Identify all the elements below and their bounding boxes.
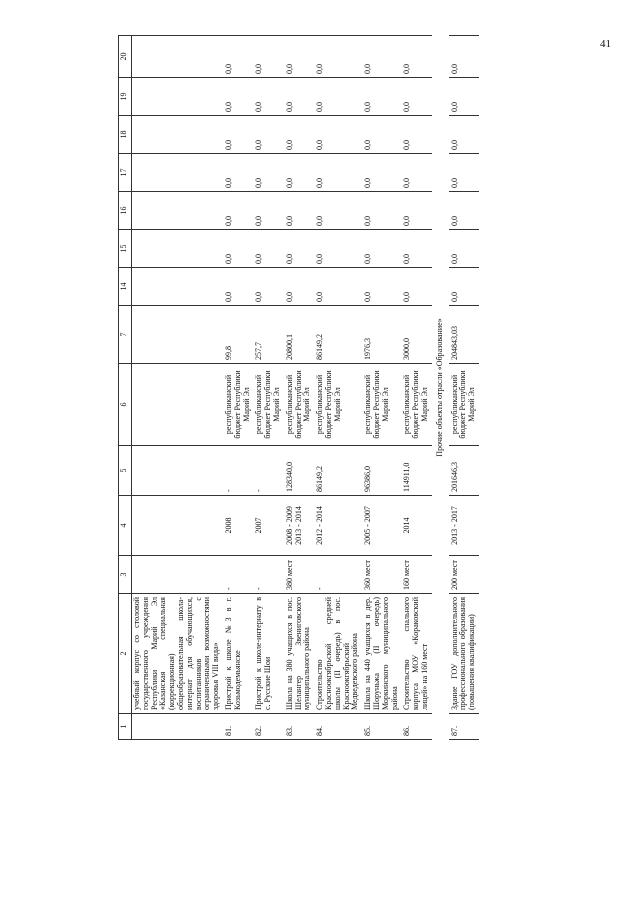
table-row: [284, 36, 314, 740]
cell-c16: 0,0: [314, 192, 362, 230]
cell-c2: Школа на 440 учащихся в дер. Шоруньжа (II очередь) Моркинского муниципального района: [362, 594, 401, 714]
rotated-page-content: [118, 36, 640, 740]
cell-c2: Пристрой к школе-интернату в с. Русские Шои: [253, 594, 283, 714]
cell-c14: 0,0: [401, 268, 431, 306]
cell-c4: 2014: [401, 496, 431, 556]
column-header-2: 2: [119, 594, 132, 714]
cell-c18: 0,0: [223, 116, 253, 154]
cell-c1: 86.: [401, 714, 431, 740]
cell-c2: Школа на 380 учащихся в пос. Шелангер Звениговского муниципального района: [284, 594, 314, 714]
cell-c17: 0,0: [314, 154, 362, 192]
cell-c19: 0,0: [449, 78, 479, 116]
column-header-1: 1: [119, 714, 132, 740]
cell-c7: 20800,1: [284, 306, 314, 364]
cell-c5: [132, 446, 223, 496]
cell-c16: 0,0: [284, 192, 314, 230]
cell-c16: 0,0: [449, 192, 479, 230]
cell-c20: 0,0: [362, 36, 401, 78]
cell-c1: 82.: [253, 714, 283, 740]
cell-c6: республиканский бюджет Республики Марий Эл: [284, 364, 314, 446]
cell-c15: 0,0: [401, 230, 431, 268]
cell-c6: [132, 364, 223, 446]
cell-c7: 1976,3: [362, 306, 401, 364]
cell-c1: [132, 714, 223, 740]
objects-table: [118, 35, 479, 740]
cell-c16: 0,0: [253, 192, 283, 230]
cell-c17: [132, 154, 223, 192]
cell-c14: [132, 268, 223, 306]
cell-c14: 0,0: [449, 268, 479, 306]
table-row: [132, 36, 223, 740]
cell-c7: 257,7: [253, 306, 283, 364]
cell-c17: 0,0: [253, 154, 283, 192]
column-header-15: 15: [119, 230, 132, 268]
cell-c19: 0,0: [314, 78, 362, 116]
cell-c15: 0,0: [253, 230, 283, 268]
column-header-7: 7: [119, 306, 132, 364]
column-header-6: 6: [119, 364, 132, 446]
cell-c1: 87.: [449, 714, 479, 740]
cell-c1: 81.: [223, 714, 253, 740]
cell-c2: Пристрой к школе №3 в г. Козьмодемьянске: [223, 594, 253, 714]
table-row: [401, 36, 431, 740]
cell-c3: [132, 556, 223, 594]
cell-c5: 201646,3: [449, 446, 479, 496]
cell-c19: 0,0: [284, 78, 314, 116]
cell-c7: 3000,0: [401, 306, 431, 364]
cell-c7: 99,8: [223, 306, 253, 364]
cell-c3: 380 мест: [284, 556, 314, 594]
cell-c4: 2007: [253, 496, 283, 556]
cell-c19: 0,0: [401, 78, 431, 116]
cell-c18: 0,0: [284, 116, 314, 154]
cell-c7: 86149,2: [314, 306, 362, 364]
cell-c4: 2005 - 2007: [362, 496, 401, 556]
cell-c16: 0,0: [362, 192, 401, 230]
cell-c5: 114911,0: [401, 446, 431, 496]
cell-c20: 0,0: [284, 36, 314, 78]
cell-c3: -: [314, 556, 362, 594]
cell-c20: 0,0: [314, 36, 362, 78]
cell-c6: республиканский бюджет Республики Марий Эл: [401, 364, 431, 446]
cell-c6: республиканский бюджет Республики Марий Эл: [449, 364, 479, 446]
cell-c4: 2012 - 2014: [314, 496, 362, 556]
column-header-17: 17: [119, 154, 132, 192]
cell-c3: 160 мест: [401, 556, 431, 594]
cell-c6: республиканский бюджет Республики Марий Эл: [253, 364, 283, 446]
column-header-3: 3: [119, 556, 132, 594]
cell-c16: 0,0: [223, 192, 253, 230]
cell-c14: 0,0: [314, 268, 362, 306]
cell-c14: 0,0: [284, 268, 314, 306]
cell-c15: 0,0: [223, 230, 253, 268]
cell-c4: 2013 - 2017: [449, 496, 479, 556]
cell-c2: Строительство Красноокгябрьской средней школы (II очередь) в пос. Красноокгябрьский Медведевского района: [314, 594, 362, 714]
cell-c6: республиканский бюджет Республики Марий Эл: [362, 364, 401, 446]
cell-c20: 0,0: [401, 36, 431, 78]
cell-c14: 0,0: [253, 268, 283, 306]
cell-c20: 0,0: [449, 36, 479, 78]
column-header-4: 4: [119, 496, 132, 556]
cell-c18: 0,0: [449, 116, 479, 154]
cell-c17: 0,0: [449, 154, 479, 192]
cell-c18: 0,0: [253, 116, 283, 154]
table-row: [223, 36, 253, 740]
cell-c5: 128340,0: [284, 446, 314, 496]
section-title: Прочие объекты отрасли «Образование»: [434, 318, 444, 457]
cell-c3: 360 мест: [362, 556, 401, 594]
cell-c3: 200 мест: [449, 556, 479, 594]
cell-c3: -: [253, 556, 283, 594]
cell-c15: 0,0: [449, 230, 479, 268]
cell-c15: 0,0: [362, 230, 401, 268]
cell-c19: [132, 78, 223, 116]
cell-c18: 0,0: [362, 116, 401, 154]
cell-c18: 0,0: [401, 116, 431, 154]
cell-c1: 84.: [314, 714, 362, 740]
cell-c16: [132, 192, 223, 230]
cell-c15: 0,0: [284, 230, 314, 268]
cell-c15: 0,0: [314, 230, 362, 268]
cell-c17: 0,0: [401, 154, 431, 192]
table-row: [253, 36, 283, 740]
cell-c17: 0,0: [362, 154, 401, 192]
cell-c20: [132, 36, 223, 78]
column-header-20: 20: [119, 36, 132, 78]
cell-c19: 0,0: [362, 78, 401, 116]
cell-c19: 0,0: [253, 78, 283, 116]
cell-c19: 0,0: [223, 78, 253, 116]
column-header-16: 16: [119, 192, 132, 230]
cell-c6: республиканский бюджет Республики Марий Эл: [314, 364, 362, 446]
cell-c6: республиканский бюджет Республики Марий Эл: [223, 364, 253, 446]
cell-c5: -: [223, 446, 253, 496]
page-number: 41: [600, 38, 611, 50]
column-header-19: 19: [119, 78, 132, 116]
table-body: [132, 36, 479, 740]
cell-c15: [132, 230, 223, 268]
cell-c14: 0,0: [223, 268, 253, 306]
cell-c5: 96386,0: [362, 446, 401, 496]
cell-c5: -: [253, 446, 283, 496]
column-header-14: 14: [119, 268, 132, 306]
cell-c1: 83.: [284, 714, 314, 740]
cell-c14: 0,0: [362, 268, 401, 306]
cell-c17: 0,0: [223, 154, 253, 192]
cell-c20: 0,0: [223, 36, 253, 78]
cell-c18: [132, 116, 223, 154]
cell-c4: [132, 496, 223, 556]
column-number-header: [119, 36, 132, 740]
cell-c1: 85.: [362, 714, 401, 740]
cell-c20: 0,0: [253, 36, 283, 78]
cell-c7: [132, 306, 223, 364]
cell-c17: 0,0: [284, 154, 314, 192]
cell-c2: Здание ГОУ дополнительного профессионального образования (повышения квалификации): [449, 594, 479, 714]
cell-c7: 204843,03: [449, 306, 479, 364]
column-header-5: 5: [119, 446, 132, 496]
cell-c4: 2008: [223, 496, 253, 556]
cell-c2: учебный корпус со столовой государственного учреждения Республики Марий Эл «Казанская специальная (коррекционная) общеобразовательная школа-интернат для обучающихся, воспитанников с ограниченными возможностями здоровья VIII вида»: [132, 594, 223, 714]
column-header-18: 18: [119, 116, 132, 154]
cell-c2: Строительство спального корпуса МОУ «Кораковский лицей» на 160 мест: [401, 594, 431, 714]
cell-c5: 86149,2: [314, 446, 362, 496]
cell-c3: -: [223, 556, 253, 594]
table-row: [362, 36, 401, 740]
cell-c18: 0,0: [314, 116, 362, 154]
cell-c16: 0,0: [401, 192, 431, 230]
cell-c4: 2008 - 2009 2013 - 2014: [284, 496, 314, 556]
table-row: [314, 36, 362, 740]
table-row: [449, 36, 479, 740]
section-row: [432, 36, 449, 740]
